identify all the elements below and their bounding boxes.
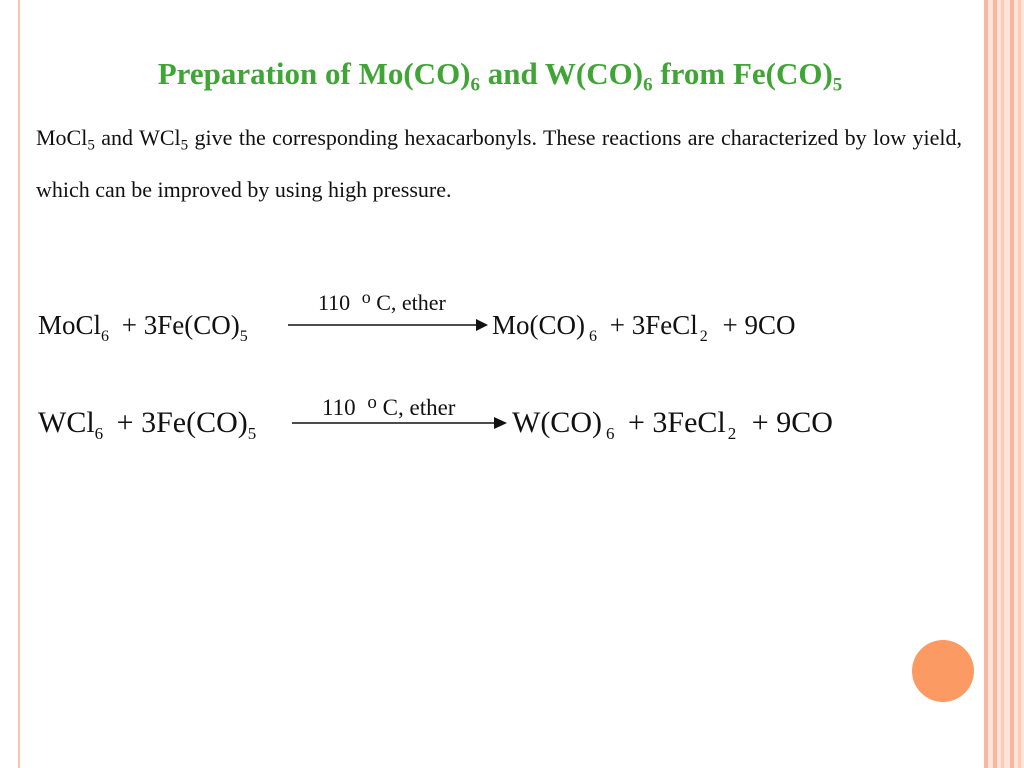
plus-sign: + — [121, 310, 138, 340]
reaction-equation-1 — [0, 290, 1000, 350]
title-subscript: 6 — [470, 74, 481, 96]
plus-sign: + — [627, 406, 645, 439]
plus-sign: + — [722, 310, 738, 340]
title-text: from Fe(CO) — [652, 56, 833, 91]
condition-degree: o — [367, 392, 377, 413]
slide-title — [0, 56, 1000, 96]
condition-degree: o — [361, 290, 371, 307]
title-subscript: 5 — [832, 74, 843, 96]
reactant: WCl — [38, 406, 95, 439]
plus-sign: + — [609, 310, 625, 340]
plus-sign: + — [751, 406, 769, 439]
svg-text:Mo(CO)6 + 3FeCl2 + — [492, 310, 796, 347]
subscript: 5 — [239, 328, 248, 345]
left-border-line — [18, 0, 20, 768]
condition-text: C, ether — [376, 290, 446, 315]
svg-text:WCl6 + 3Fe(CO)5 — [38, 406, 256, 446]
body-paragraph — [36, 112, 962, 216]
condition-text: C, ether — [382, 395, 456, 420]
condition-temp: 110 — [322, 395, 356, 420]
subscript: 6 — [101, 328, 110, 345]
stripe — [1018, 0, 1021, 768]
stripe — [993, 0, 997, 768]
title-text: and W(CO) — [480, 56, 644, 91]
product: W(CO) — [512, 406, 602, 439]
stripe — [1010, 0, 1014, 768]
para-text: MoCl — [36, 125, 88, 150]
svg-text:W(CO)6 + 3FeCl2 + — [512, 406, 833, 446]
plus-sign: + — [116, 406, 134, 439]
para-text: give the corresponding hexacarbonyls. These reactions are characterized by low yield, which can be improved by using high pressure. — [36, 125, 963, 202]
subscript: 5 — [247, 424, 257, 443]
para-text: and WCl — [94, 125, 181, 150]
condition-temp: 110 — [318, 290, 351, 315]
svg-text:110 o C, ether — [318, 290, 447, 315]
subscript: 2 — [699, 328, 708, 345]
product: 9CO — [744, 310, 796, 340]
title-text: Preparation of Mo(CO) — [157, 56, 471, 91]
svg-text:110 o C, ether — [322, 388, 456, 420]
reactant: 3Fe(CO) — [141, 406, 248, 439]
para-subscript: 5 — [87, 137, 95, 154]
reactant: 3Fe(CO) — [143, 310, 240, 340]
product: 3FeCl — [631, 310, 698, 340]
subscript: 2 — [727, 424, 737, 443]
stripe — [984, 0, 988, 768]
arrow-head — [494, 417, 507, 429]
decorative-circle — [912, 640, 974, 702]
reaction-equation-2 — [0, 385, 1000, 449]
product: Mo(CO) — [492, 310, 585, 340]
product: 9CO — [776, 406, 833, 439]
right-decorative-stripes — [984, 0, 1024, 768]
arrow-head — [476, 319, 488, 331]
para-subscript: 5 — [180, 137, 189, 154]
stripe — [1001, 0, 1004, 768]
svg-text:MoCl6 + 3Fe(CO)5 — [38, 310, 248, 347]
subscript: 6 — [589, 328, 597, 345]
title-subscript: 6 — [643, 74, 653, 96]
product: 3FeCl — [652, 406, 726, 439]
reactant: MoCl — [38, 310, 102, 340]
subscript: 6 — [605, 424, 615, 443]
subscript: 6 — [94, 424, 104, 443]
